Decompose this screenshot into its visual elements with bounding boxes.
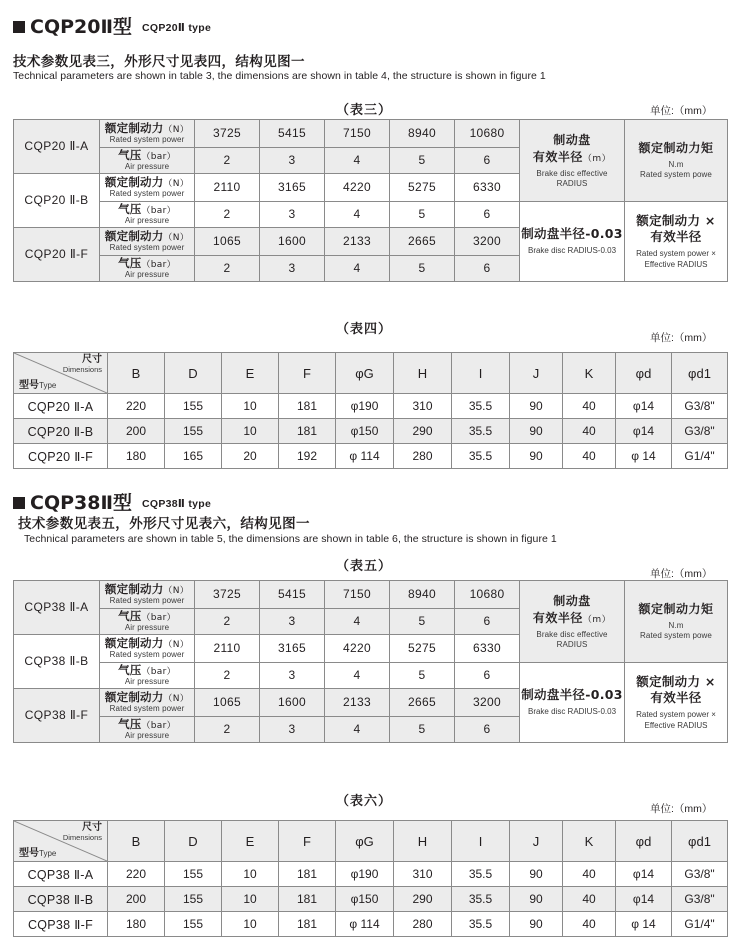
table-cell: 10 — [222, 912, 279, 937]
table-cell: G3/8" — [672, 862, 728, 887]
table-cell: 4220 — [325, 174, 390, 202]
radius-header-cn-1: 制动盘 — [553, 593, 591, 608]
row-model-label: CQP38 Ⅱ-F — [14, 689, 100, 743]
param-label-unit: （N） — [163, 694, 190, 705]
table-cell: 220 — [108, 862, 165, 887]
row-model-label: CQP38 Ⅱ-A — [14, 862, 108, 887]
table-cell: 4 — [325, 148, 390, 174]
table-cell: 5415 — [260, 581, 325, 609]
brake-disc-radius-header — [520, 581, 625, 663]
table-cell: 6330 — [455, 635, 520, 663]
table-cell: 35.5 — [452, 394, 510, 419]
param-label-cn: 气压 — [118, 148, 142, 163]
param-label-cn: 额定制动力 — [104, 175, 164, 190]
param-label-rated-force — [100, 635, 195, 663]
square-bullet-icon — [13, 497, 25, 509]
table-cell: 310 — [394, 394, 452, 419]
row-model-label: CQP20 Ⅱ-B — [14, 174, 100, 228]
table-cell: 2 — [195, 256, 260, 282]
torque-header-en: Rated system powe — [640, 631, 712, 641]
rated-torque-header — [625, 581, 728, 663]
param-label-air-pressure — [100, 148, 195, 174]
table-cell: φ14 — [616, 419, 672, 444]
table-cell: 40 — [563, 394, 616, 419]
param-label-en: Air pressure — [124, 677, 170, 687]
table-caption-6: （表六） — [336, 794, 393, 809]
table-cell: 155 — [165, 912, 222, 937]
table-cell: 10 — [222, 394, 279, 419]
table-cell: 1065 — [195, 228, 260, 256]
param-label-unit: （bar） — [141, 152, 176, 163]
table-cell: 181 — [279, 394, 336, 419]
table-caption-5: （表五） — [336, 559, 393, 574]
table-cell: 155 — [165, 419, 222, 444]
row-model-label: CQP38 Ⅱ-F — [14, 912, 108, 937]
table-cell: 200 — [108, 419, 165, 444]
table-cell: 290 — [394, 887, 452, 912]
section-description-en: Technical parameters are shown in table 5, the dimensions are shown in table 6, the structure is shown in figure 1 — [24, 533, 557, 545]
table-cell: 40 — [563, 912, 616, 937]
table-cell: 90 — [510, 419, 563, 444]
table-technical-parameters-3 — [13, 119, 728, 282]
param-label-cn: 气压 — [118, 609, 142, 624]
table-cell: 5 — [390, 609, 455, 635]
corner-dimensions-label — [63, 823, 102, 841]
param-label-en: Air pressure — [124, 731, 170, 741]
section-title-cn: CQP38Ⅱ型 — [30, 492, 132, 514]
table-row — [14, 202, 728, 228]
table-cell: 2665 — [390, 228, 455, 256]
param-label-cn: 额定制动力 — [104, 582, 164, 597]
table-cell: 3165 — [260, 174, 325, 202]
table-cell: 220 — [108, 394, 165, 419]
table-cell: 3 — [260, 717, 325, 743]
table-technical-parameters-5 — [13, 580, 728, 743]
section-title-en: CQP38Ⅱ type — [141, 497, 212, 510]
param-label-air-pressure — [100, 663, 195, 689]
table-cell: 40 — [563, 862, 616, 887]
column-header: E — [222, 821, 279, 862]
table-row — [14, 120, 728, 148]
table-cell: 3200 — [455, 689, 520, 717]
table-cell: 165 — [165, 444, 222, 469]
section-description-cn: 技术参数见表五，外形尺寸见表六，结构见图一 — [18, 516, 310, 532]
table-cell: 35.5 — [452, 887, 510, 912]
radius-header-cn-1: 制动盘 — [553, 132, 591, 147]
torque-value-cn-2: 有效半径 — [650, 690, 702, 706]
table-cell: 6 — [455, 148, 520, 174]
param-label-cn: 额定制动力 — [104, 121, 164, 136]
table-cell: G1/4" — [672, 444, 728, 469]
table-cell: 181 — [279, 419, 336, 444]
table-cell: 7150 — [325, 581, 390, 609]
table-cell: 40 — [563, 887, 616, 912]
param-label-en: Air pressure — [124, 623, 170, 633]
table-header-row — [14, 821, 728, 862]
table-cell: 3 — [260, 609, 325, 635]
table-cell: 5 — [390, 256, 455, 282]
table-cell: 35.5 — [452, 444, 510, 469]
row-model-label: CQP20 Ⅱ-A — [14, 120, 100, 174]
row-model-label: CQP20 Ⅱ-A — [14, 394, 108, 419]
column-header: I — [452, 353, 510, 394]
param-label-en: Rated system power — [109, 189, 185, 199]
param-label-cn: 气压 — [118, 202, 142, 217]
rated-torque-value — [625, 663, 728, 743]
torque-value-cn-1: 额定制动力 × — [636, 673, 716, 689]
table-cell: 5275 — [390, 635, 455, 663]
table-cell: 3165 — [260, 635, 325, 663]
table-cell: 1600 — [260, 689, 325, 717]
table-cell: 3200 — [455, 228, 520, 256]
table-row — [14, 862, 728, 887]
column-header: J — [510, 353, 563, 394]
param-label-air-pressure — [100, 202, 195, 228]
radius-header-unit: （m） — [582, 154, 612, 165]
table-cell: φ 14 — [616, 444, 672, 469]
torque-value-cn-2: 有效半径 — [650, 229, 702, 245]
param-label-air-pressure — [100, 256, 195, 282]
row-model-label: CQP20 Ⅱ-F — [14, 444, 108, 469]
table-cell: 2 — [195, 717, 260, 743]
corner-dimensions-en: Dimensions — [62, 832, 102, 842]
param-label-unit: （bar） — [141, 206, 176, 217]
table-cell: 2133 — [325, 228, 390, 256]
corner-type-cn: 型号 — [19, 380, 39, 391]
table-cell: 6 — [455, 202, 520, 228]
param-label-rated-force — [100, 174, 195, 202]
table-cell: 2 — [195, 609, 260, 635]
table-cell: 2110 — [195, 174, 260, 202]
table-cell: 35.5 — [452, 419, 510, 444]
column-header: φG — [336, 821, 394, 862]
table-cell: 1065 — [195, 689, 260, 717]
param-label-en: Rated system power — [109, 704, 185, 714]
table-cell: 40 — [563, 419, 616, 444]
param-label-en: Rated system power — [109, 650, 185, 660]
torque-value-en-2: Effective RADIUS — [644, 720, 708, 730]
table-cell: 181 — [279, 887, 336, 912]
torque-header-cn: 额定制动力矩 — [638, 141, 714, 156]
column-header: K — [563, 353, 616, 394]
radius-header-unit: （m） — [582, 615, 612, 626]
radius-value-cn: 制动盘半径-0.03 — [521, 687, 623, 703]
table-cell: 192 — [279, 444, 336, 469]
param-label-rated-force — [100, 120, 195, 148]
table-cell: 180 — [108, 912, 165, 937]
table-cell: 200 — [108, 887, 165, 912]
table-cell: 290 — [394, 419, 452, 444]
column-header: D — [165, 353, 222, 394]
rated-torque-header — [625, 120, 728, 202]
table-row — [14, 887, 728, 912]
column-header: I — [452, 821, 510, 862]
torque-header-en: Rated system powe — [640, 170, 712, 180]
table-cell: 5275 — [390, 174, 455, 202]
param-label-cn: 气压 — [118, 256, 142, 271]
table-cell: 1600 — [260, 228, 325, 256]
table-cell: 10 — [222, 862, 279, 887]
column-header: K — [563, 821, 616, 862]
table-cell: 6 — [455, 609, 520, 635]
table-cell: 5 — [390, 202, 455, 228]
param-label-en: Rated system power — [109, 243, 185, 253]
table-cell: 4 — [325, 202, 390, 228]
table-cell: 3 — [260, 202, 325, 228]
row-model-label: CQP38 Ⅱ-B — [14, 887, 108, 912]
table-cell: φ14 — [616, 394, 672, 419]
radius-value-en: Brake disc RADIUS-0.03 — [527, 707, 617, 717]
table-cell: 40 — [563, 444, 616, 469]
param-label-unit: （bar） — [141, 667, 176, 678]
column-header: φd — [616, 821, 672, 862]
table-cell: φ190 — [336, 394, 394, 419]
table-header-row — [14, 353, 728, 394]
table-unit-label-6: 单位:（mm） — [650, 803, 713, 815]
table-cell: 10 — [222, 419, 279, 444]
radius-value-cn: 制动盘半径-0.03 — [521, 226, 623, 242]
square-bullet-icon — [13, 21, 25, 33]
table-cell: 6 — [455, 256, 520, 282]
section-title-cn: CQP20Ⅱ型 — [30, 16, 132, 38]
table-cell: 5415 — [260, 120, 325, 148]
table-cell: 2 — [195, 148, 260, 174]
column-header: B — [108, 821, 165, 862]
param-label-cn: 气压 — [118, 717, 142, 732]
param-label-air-pressure — [100, 717, 195, 743]
row-model-label: CQP38 Ⅱ-B — [14, 635, 100, 689]
torque-header-unit: N.m — [668, 159, 684, 169]
radius-header-en: Brake disc effective RADIUS — [536, 629, 608, 649]
table-cell: 8940 — [390, 120, 455, 148]
brake-disc-radius-value — [520, 202, 625, 282]
corner-dimensions-label — [63, 355, 102, 373]
torque-value-en-2: Effective RADIUS — [644, 259, 708, 269]
corner-type-label — [19, 376, 56, 391]
table-cell: 6 — [455, 663, 520, 689]
param-label-en: Air pressure — [124, 216, 170, 226]
torque-header-unit: N.m — [668, 620, 684, 630]
param-label-en: Rated system power — [109, 135, 185, 145]
rated-torque-value — [625, 202, 728, 282]
table-cell: G3/8" — [672, 394, 728, 419]
corner-diagonal-box — [14, 353, 107, 393]
table-cell: 180 — [108, 444, 165, 469]
section-heading-cqp38 — [13, 488, 211, 515]
param-label-en: Rated system power — [109, 596, 185, 606]
column-header: φd1 — [672, 353, 728, 394]
table-cell: 4 — [325, 717, 390, 743]
param-label-rated-force — [100, 581, 195, 609]
param-label-en: Air pressure — [124, 270, 170, 280]
row-model-label: CQP38 Ⅱ-A — [14, 581, 100, 635]
param-label-unit: （N） — [163, 640, 190, 651]
table-cell: 90 — [510, 444, 563, 469]
table-cell: 8940 — [390, 581, 455, 609]
table-cell: 2 — [195, 663, 260, 689]
section-description-cn: 技术参数见表三，外形尺寸见表四，结构见图一 — [13, 54, 305, 70]
table-cell: 7150 — [325, 120, 390, 148]
table-cell: 310 — [394, 862, 452, 887]
table-cell: G1/4" — [672, 912, 728, 937]
table-cell: 155 — [165, 394, 222, 419]
param-label-unit: （bar） — [141, 260, 176, 271]
table-cell: G3/8" — [672, 419, 728, 444]
column-header: E — [222, 353, 279, 394]
param-label-cn: 额定制动力 — [104, 636, 164, 651]
corner-dimensions-cn: 尺寸 — [82, 822, 102, 833]
param-label-unit: （bar） — [141, 721, 176, 732]
section-heading-cqp20 — [13, 12, 211, 39]
table-cell: 280 — [394, 444, 452, 469]
table-unit-label-3: 单位:（mm） — [650, 105, 713, 117]
table-cell: 2665 — [390, 689, 455, 717]
column-header: F — [279, 821, 336, 862]
table-cell: 35.5 — [452, 912, 510, 937]
table-row — [14, 419, 728, 444]
table-cell: 90 — [510, 912, 563, 937]
param-label-cn: 额定制动力 — [104, 690, 164, 705]
table-cell: 2110 — [195, 635, 260, 663]
table-cell: 181 — [279, 912, 336, 937]
table-row — [14, 444, 728, 469]
param-label-unit: （bar） — [141, 613, 176, 624]
table-cell: 4 — [325, 609, 390, 635]
column-header: H — [394, 821, 452, 862]
corner-type-en: Type — [39, 381, 57, 390]
table-cell: 20 — [222, 444, 279, 469]
table-cell: 5 — [390, 663, 455, 689]
torque-value-en-1: Rated system power × — [636, 710, 716, 720]
table-cell: 4 — [325, 663, 390, 689]
column-header: D — [165, 821, 222, 862]
brake-disc-radius-header — [520, 120, 625, 202]
corner-header-cell — [14, 353, 108, 394]
param-label-rated-force — [100, 228, 195, 256]
table-cell: 35.5 — [452, 862, 510, 887]
column-header: B — [108, 353, 165, 394]
table-cell: 5 — [390, 148, 455, 174]
table-cell: 155 — [165, 862, 222, 887]
param-label-rated-force — [100, 689, 195, 717]
table-row — [14, 394, 728, 419]
corner-dimensions-en: Dimensions — [62, 364, 102, 374]
table-cell: 4 — [325, 256, 390, 282]
radius-value-en: Brake disc RADIUS-0.03 — [527, 246, 617, 256]
table-cell: 3 — [260, 256, 325, 282]
param-label-cn: 气压 — [118, 663, 142, 678]
param-label-cn: 额定制动力 — [104, 229, 164, 244]
table-unit-label-5: 单位:（mm） — [650, 568, 713, 580]
table-caption-3: （表三） — [336, 103, 393, 118]
param-label-unit: （N） — [163, 125, 190, 136]
param-label-en: Air pressure — [124, 162, 170, 172]
table-cell: φ150 — [336, 887, 394, 912]
table-cell: 10680 — [455, 581, 520, 609]
row-model-label: CQP20 Ⅱ-B — [14, 419, 108, 444]
corner-diagonal-box — [14, 821, 107, 861]
corner-header-cell — [14, 821, 108, 862]
table-cell: φ14 — [616, 887, 672, 912]
column-header: F — [279, 353, 336, 394]
radius-header-cn-2: 有效半径 — [532, 611, 583, 626]
table-cell: 280 — [394, 912, 452, 937]
torque-value-cn-1: 额定制动力 × — [636, 212, 716, 228]
torque-value-en-1: Rated system power × — [636, 249, 716, 259]
table-cell: φ14 — [616, 862, 672, 887]
table-cell: 181 — [279, 862, 336, 887]
column-header: φd1 — [672, 821, 728, 862]
table-row — [14, 912, 728, 937]
corner-type-cn: 型号 — [19, 848, 39, 859]
table-cell: G3/8" — [672, 887, 728, 912]
corner-type-label — [19, 844, 56, 859]
table-cell: 10680 — [455, 120, 520, 148]
table-cell: 3725 — [195, 120, 260, 148]
section-description-en: Technical parameters are shown in table 3, the dimensions are shown in table 4, the structure is shown in figure 1 — [13, 70, 546, 82]
radius-header-en: Brake disc effective RADIUS — [536, 168, 608, 188]
corner-type-en: Type — [39, 849, 57, 858]
table-cell: φ190 — [336, 862, 394, 887]
section-title-en: CQP20Ⅱ type — [141, 21, 212, 34]
table-cell: 4220 — [325, 635, 390, 663]
param-label-unit: （N） — [163, 586, 190, 597]
table-cell: φ150 — [336, 419, 394, 444]
radius-header-cn-2: 有效半径 — [532, 150, 583, 165]
param-label-air-pressure — [100, 609, 195, 635]
table-unit-label-4: 单位:（mm） — [650, 332, 713, 344]
column-header: φG — [336, 353, 394, 394]
table-cell: 90 — [510, 887, 563, 912]
table-cell: 90 — [510, 394, 563, 419]
table-cell: 3725 — [195, 581, 260, 609]
table-cell: 90 — [510, 862, 563, 887]
table-cell: 3 — [260, 663, 325, 689]
table-cell: 5 — [390, 717, 455, 743]
table-cell: 2133 — [325, 689, 390, 717]
table-row — [14, 663, 728, 689]
table-caption-4: （表四） — [336, 322, 393, 337]
column-header: φd — [616, 353, 672, 394]
brake-disc-radius-value — [520, 663, 625, 743]
row-model-label: CQP20 Ⅱ-F — [14, 228, 100, 282]
param-label-unit: （N） — [163, 179, 190, 190]
column-header: J — [510, 821, 563, 862]
table-cell: 6 — [455, 717, 520, 743]
table-cell: 155 — [165, 887, 222, 912]
corner-dimensions-cn: 尺寸 — [82, 354, 102, 365]
table-cell: 2 — [195, 202, 260, 228]
table-cell: 6330 — [455, 174, 520, 202]
table-dimensions-4 — [13, 352, 728, 469]
table-cell: 3 — [260, 148, 325, 174]
table-row — [14, 581, 728, 609]
table-cell: φ 114 — [336, 444, 394, 469]
column-header: H — [394, 353, 452, 394]
table-cell: φ 114 — [336, 912, 394, 937]
table-cell: φ 14 — [616, 912, 672, 937]
table-dimensions-6 — [13, 820, 728, 937]
table-cell: 10 — [222, 887, 279, 912]
param-label-unit: （N） — [163, 233, 190, 244]
torque-header-cn: 额定制动力矩 — [638, 602, 714, 617]
